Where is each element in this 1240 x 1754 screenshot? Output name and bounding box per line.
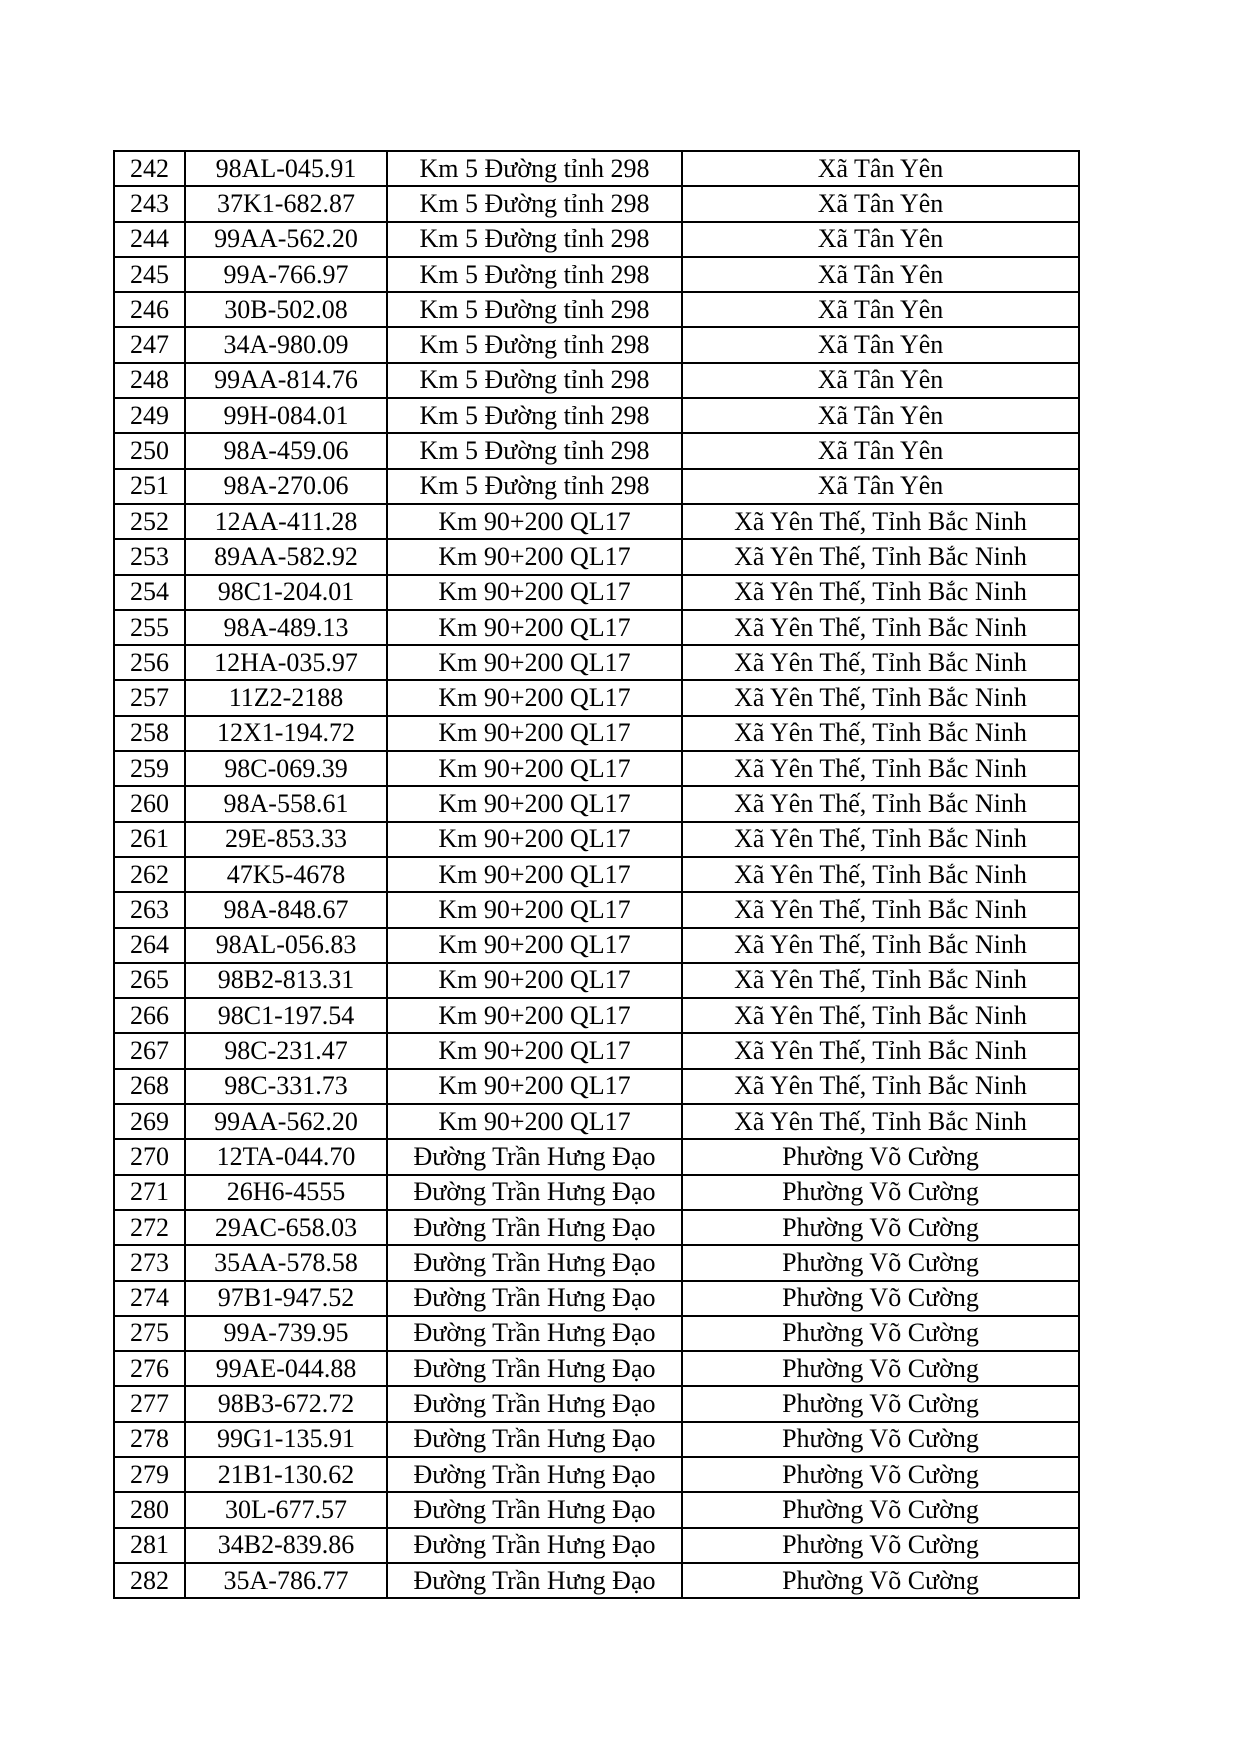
table-row <box>114 1139 1079 1174</box>
location-cell: Đường Trần Hưng Đạo <box>387 1210 682 1245</box>
area-cell: Phường Võ Cường <box>682 1210 1079 1245</box>
location-cell: Km 90+200 QL17 <box>387 857 682 892</box>
location-cell: Km 90+200 QL17 <box>387 892 682 927</box>
license-plate-cell: 12TA-044.70 <box>185 1139 387 1174</box>
area-cell: Phường Võ Cường <box>682 1281 1079 1316</box>
area-cell: Xã Tân Yên <box>682 292 1079 327</box>
area-cell: Xã Tân Yên <box>682 327 1079 362</box>
area-cell: Xã Tân Yên <box>682 222 1079 257</box>
row-number-cell: 263 <box>114 892 185 927</box>
row-number-cell: 271 <box>114 1175 185 1210</box>
row-number-cell: 270 <box>114 1139 185 1174</box>
table-row <box>114 1386 1079 1421</box>
row-number-cell: 259 <box>114 751 185 786</box>
row-number-cell: 272 <box>114 1210 185 1245</box>
row-number-cell: 277 <box>114 1386 185 1421</box>
table-row <box>114 680 1079 715</box>
license-plate-cell: 97B1-947.52 <box>185 1281 387 1316</box>
location-cell: Km 90+200 QL17 <box>387 1069 682 1104</box>
location-cell: Đường Trần Hưng Đạo <box>387 1492 682 1527</box>
area-cell: Xã Yên Thế, Tỉnh Bắc Ninh <box>682 1033 1079 1068</box>
table-row <box>114 1457 1079 1492</box>
area-cell: Xã Yên Thế, Tỉnh Bắc Ninh <box>682 751 1079 786</box>
table-row <box>114 504 1079 539</box>
area-cell: Phường Võ Cường <box>682 1351 1079 1386</box>
row-number-cell: 266 <box>114 998 185 1033</box>
license-plate-cell: 98B2-813.31 <box>185 963 387 998</box>
license-plate-cell: 98C-231.47 <box>185 1033 387 1068</box>
license-plate-cell: 99G1-135.91 <box>185 1422 387 1457</box>
license-plate-cell: 99AA-814.76 <box>185 363 387 398</box>
table-row <box>114 716 1079 751</box>
table-row <box>114 1281 1079 1316</box>
area-cell: Phường Võ Cường <box>682 1175 1079 1210</box>
license-plate-cell: 98A-459.06 <box>185 433 387 468</box>
location-cell: Đường Trần Hưng Đạo <box>387 1563 682 1598</box>
table-row <box>114 469 1079 504</box>
area-cell: Phường Võ Cường <box>682 1316 1079 1351</box>
row-number-cell: 275 <box>114 1316 185 1351</box>
license-plate-cell: 98C1-197.54 <box>185 998 387 1033</box>
location-cell: Km 5 Đường tỉnh 298 <box>387 469 682 504</box>
area-cell: Xã Tân Yên <box>682 363 1079 398</box>
area-cell: Xã Tân Yên <box>682 469 1079 504</box>
table-row <box>114 1316 1079 1351</box>
license-plate-cell: 12AA-411.28 <box>185 504 387 539</box>
row-number-cell: 258 <box>114 716 185 751</box>
location-cell: Km 5 Đường tỉnh 298 <box>387 327 682 362</box>
area-cell: Phường Võ Cường <box>682 1528 1079 1563</box>
row-number-cell: 250 <box>114 433 185 468</box>
row-number-cell: 253 <box>114 539 185 574</box>
location-cell: Đường Trần Hưng Đạo <box>387 1175 682 1210</box>
table-row <box>114 610 1079 645</box>
row-number-cell: 246 <box>114 292 185 327</box>
location-cell: Đường Trần Hưng Đạo <box>387 1386 682 1421</box>
area-cell: Xã Tân Yên <box>682 398 1079 433</box>
table-row <box>114 645 1079 680</box>
license-plate-cell: 47K5-4678 <box>185 857 387 892</box>
area-cell: Xã Yên Thế, Tỉnh Bắc Ninh <box>682 1069 1079 1104</box>
table-row <box>114 327 1079 362</box>
location-cell: Km 90+200 QL17 <box>387 539 682 574</box>
area-cell: Xã Yên Thế, Tỉnh Bắc Ninh <box>682 610 1079 645</box>
table-row <box>114 363 1079 398</box>
location-cell: Km 90+200 QL17 <box>387 751 682 786</box>
location-cell: Đường Trần Hưng Đạo <box>387 1245 682 1280</box>
license-plate-cell: 98A-848.67 <box>185 892 387 927</box>
license-plate-cell: 21B1-130.62 <box>185 1457 387 1492</box>
table-row <box>114 433 1079 468</box>
license-plate-cell: 98A-270.06 <box>185 469 387 504</box>
area-cell: Xã Yên Thế, Tỉnh Bắc Ninh <box>682 857 1079 892</box>
table-row <box>114 151 1079 186</box>
row-number-cell: 257 <box>114 680 185 715</box>
location-cell: Km 90+200 QL17 <box>387 645 682 680</box>
row-number-cell: 256 <box>114 645 185 680</box>
area-cell: Xã Yên Thế, Tỉnh Bắc Ninh <box>682 716 1079 751</box>
row-number-cell: 262 <box>114 857 185 892</box>
table-row <box>114 1069 1079 1104</box>
area-cell: Phường Võ Cường <box>682 1139 1079 1174</box>
area-cell: Xã Yên Thế, Tỉnh Bắc Ninh <box>682 892 1079 927</box>
location-cell: Đường Trần Hưng Đạo <box>387 1422 682 1457</box>
row-number-cell: 264 <box>114 928 185 963</box>
license-plate-cell: 99H-084.01 <box>185 398 387 433</box>
row-number-cell: 251 <box>114 469 185 504</box>
license-plate-cell: 98A-558.61 <box>185 786 387 821</box>
table-row <box>114 1175 1079 1210</box>
location-cell: Đường Trần Hưng Đạo <box>387 1528 682 1563</box>
location-cell: Km 90+200 QL17 <box>387 1033 682 1068</box>
table-row <box>114 398 1079 433</box>
table-row <box>114 928 1079 963</box>
location-cell: Đường Trần Hưng Đạo <box>387 1457 682 1492</box>
row-number-cell: 254 <box>114 575 185 610</box>
license-plate-cell: 99AA-562.20 <box>185 222 387 257</box>
row-number-cell: 245 <box>114 257 185 292</box>
table-row <box>114 786 1079 821</box>
table-row <box>114 1033 1079 1068</box>
license-plate-cell: 99A-766.97 <box>185 257 387 292</box>
table-row <box>114 186 1079 221</box>
table-row <box>114 539 1079 574</box>
row-number-cell: 248 <box>114 363 185 398</box>
violation-records-table <box>113 150 1080 1599</box>
area-cell: Phường Võ Cường <box>682 1457 1079 1492</box>
license-plate-cell: 12X1-194.72 <box>185 716 387 751</box>
row-number-cell: 244 <box>114 222 185 257</box>
area-cell: Xã Yên Thế, Tỉnh Bắc Ninh <box>682 786 1079 821</box>
location-cell: Đường Trần Hưng Đạo <box>387 1351 682 1386</box>
license-plate-cell: 89AA-582.92 <box>185 539 387 574</box>
area-cell: Phường Võ Cường <box>682 1492 1079 1527</box>
area-cell: Xã Yên Thế, Tỉnh Bắc Ninh <box>682 998 1079 1033</box>
row-number-cell: 261 <box>114 822 185 857</box>
row-number-cell: 282 <box>114 1563 185 1598</box>
location-cell: Đường Trần Hưng Đạo <box>387 1281 682 1316</box>
row-number-cell: 279 <box>114 1457 185 1492</box>
area-cell: Phường Võ Cường <box>682 1245 1079 1280</box>
row-number-cell: 274 <box>114 1281 185 1316</box>
license-plate-cell: 99AA-562.20 <box>185 1104 387 1139</box>
table-row <box>114 822 1079 857</box>
location-cell: Km 90+200 QL17 <box>387 928 682 963</box>
row-number-cell: 276 <box>114 1351 185 1386</box>
location-cell: Km 90+200 QL17 <box>387 716 682 751</box>
location-cell: Km 90+200 QL17 <box>387 998 682 1033</box>
area-cell: Phường Võ Cường <box>682 1422 1079 1457</box>
row-number-cell: 267 <box>114 1033 185 1068</box>
location-cell: Km 90+200 QL17 <box>387 822 682 857</box>
area-cell: Xã Tân Yên <box>682 433 1079 468</box>
license-plate-cell: 11Z2-2188 <box>185 680 387 715</box>
location-cell: Km 90+200 QL17 <box>387 1104 682 1139</box>
license-plate-cell: 34A-980.09 <box>185 327 387 362</box>
location-cell: Km 5 Đường tỉnh 298 <box>387 292 682 327</box>
location-cell: Đường Trần Hưng Đạo <box>387 1316 682 1351</box>
table-row <box>114 1351 1079 1386</box>
location-cell: Km 5 Đường tỉnh 298 <box>387 433 682 468</box>
table-row <box>114 1563 1079 1598</box>
table-row <box>114 575 1079 610</box>
location-cell: Km 90+200 QL17 <box>387 575 682 610</box>
table-row <box>114 1422 1079 1457</box>
table-row <box>114 963 1079 998</box>
location-cell: Km 90+200 QL17 <box>387 504 682 539</box>
row-number-cell: 243 <box>114 186 185 221</box>
row-number-cell: 255 <box>114 610 185 645</box>
table-row <box>114 257 1079 292</box>
table-row <box>114 1528 1079 1563</box>
area-cell: Xã Yên Thế, Tỉnh Bắc Ninh <box>682 539 1079 574</box>
license-plate-cell: 34B2-839.86 <box>185 1528 387 1563</box>
license-plate-cell: 35AA-578.58 <box>185 1245 387 1280</box>
license-plate-cell: 98AL-056.83 <box>185 928 387 963</box>
row-number-cell: 269 <box>114 1104 185 1139</box>
table-row <box>114 857 1079 892</box>
area-cell: Xã Tân Yên <box>682 186 1079 221</box>
area-cell: Phường Võ Cường <box>682 1563 1079 1598</box>
area-cell: Phường Võ Cường <box>682 1386 1079 1421</box>
license-plate-cell: 37K1-682.87 <box>185 186 387 221</box>
license-plate-cell: 98C-331.73 <box>185 1069 387 1104</box>
row-number-cell: 278 <box>114 1422 185 1457</box>
area-cell: Xã Yên Thế, Tỉnh Bắc Ninh <box>682 1104 1079 1139</box>
location-cell: Km 5 Đường tỉnh 298 <box>387 186 682 221</box>
area-cell: Xã Yên Thế, Tỉnh Bắc Ninh <box>682 822 1079 857</box>
license-plate-cell: 12HA-035.97 <box>185 645 387 680</box>
table-row <box>114 1245 1079 1280</box>
area-cell: Xã Yên Thế, Tỉnh Bắc Ninh <box>682 963 1079 998</box>
area-cell: Xã Yên Thế, Tỉnh Bắc Ninh <box>682 680 1079 715</box>
location-cell: Km 5 Đường tỉnh 298 <box>387 398 682 433</box>
license-plate-cell: 99A-739.95 <box>185 1316 387 1351</box>
location-cell: Km 90+200 QL17 <box>387 680 682 715</box>
area-cell: Xã Yên Thế, Tỉnh Bắc Ninh <box>682 645 1079 680</box>
location-cell: Km 5 Đường tỉnh 298 <box>387 151 682 186</box>
table-row <box>114 1492 1079 1527</box>
area-cell: Xã Yên Thế, Tỉnh Bắc Ninh <box>682 928 1079 963</box>
area-cell: Xã Tân Yên <box>682 151 1079 186</box>
area-cell: Xã Yên Thế, Tỉnh Bắc Ninh <box>682 504 1079 539</box>
table-body <box>114 151 1079 1598</box>
table-row <box>114 292 1079 327</box>
table-row <box>114 222 1079 257</box>
location-cell: Km 5 Đường tỉnh 298 <box>387 363 682 398</box>
license-plate-cell: 98C1-204.01 <box>185 575 387 610</box>
location-cell: Đường Trần Hưng Đạo <box>387 1139 682 1174</box>
license-plate-cell: 98A-489.13 <box>185 610 387 645</box>
table-row <box>114 998 1079 1033</box>
license-plate-cell: 30L-677.57 <box>185 1492 387 1527</box>
license-plate-cell: 26H6-4555 <box>185 1175 387 1210</box>
license-plate-cell: 35A-786.77 <box>185 1563 387 1598</box>
location-cell: Km 90+200 QL17 <box>387 963 682 998</box>
row-number-cell: 260 <box>114 786 185 821</box>
row-number-cell: 252 <box>114 504 185 539</box>
row-number-cell: 265 <box>114 963 185 998</box>
row-number-cell: 268 <box>114 1069 185 1104</box>
location-cell: Km 5 Đường tỉnh 298 <box>387 257 682 292</box>
row-number-cell: 280 <box>114 1492 185 1527</box>
license-plate-cell: 98C-069.39 <box>185 751 387 786</box>
table-row <box>114 892 1079 927</box>
license-plate-cell: 98AL-045.91 <box>185 151 387 186</box>
license-plate-cell: 29E-853.33 <box>185 822 387 857</box>
table-row <box>114 751 1079 786</box>
license-plate-cell: 99AE-044.88 <box>185 1351 387 1386</box>
table-row <box>114 1210 1079 1245</box>
table-row <box>114 1104 1079 1139</box>
row-number-cell: 242 <box>114 151 185 186</box>
license-plate-cell: 29AC-658.03 <box>185 1210 387 1245</box>
row-number-cell: 247 <box>114 327 185 362</box>
license-plate-cell: 30B-502.08 <box>185 292 387 327</box>
area-cell: Xã Tân Yên <box>682 257 1079 292</box>
location-cell: Km 90+200 QL17 <box>387 610 682 645</box>
row-number-cell: 281 <box>114 1528 185 1563</box>
location-cell: Km 5 Đường tỉnh 298 <box>387 222 682 257</box>
location-cell: Km 90+200 QL17 <box>387 786 682 821</box>
area-cell: Xã Yên Thế, Tỉnh Bắc Ninh <box>682 575 1079 610</box>
license-plate-cell: 98B3-672.72 <box>185 1386 387 1421</box>
row-number-cell: 273 <box>114 1245 185 1280</box>
row-number-cell: 249 <box>114 398 185 433</box>
